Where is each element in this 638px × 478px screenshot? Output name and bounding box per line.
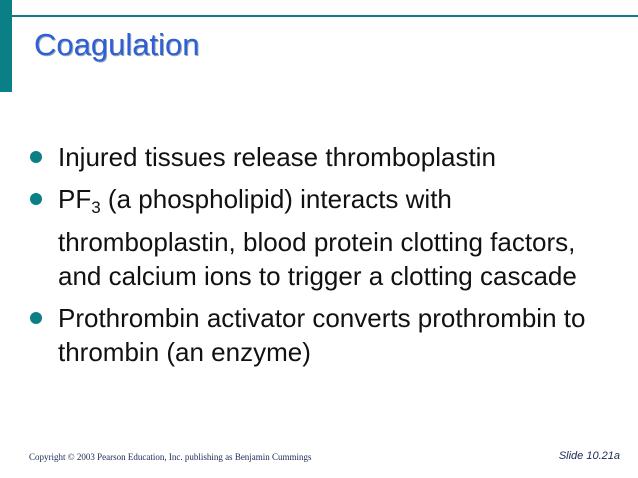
bullet-item bbox=[26, 182, 616, 293]
bullet-item bbox=[26, 140, 616, 174]
bullet-text-subscript: 3 bbox=[91, 198, 101, 217]
bullet-item bbox=[26, 301, 616, 369]
bullet-dot-icon bbox=[30, 312, 42, 324]
bullet-dot-icon bbox=[30, 151, 42, 163]
bullet-dot-icon bbox=[30, 193, 42, 205]
bullet-list bbox=[26, 140, 616, 377]
accent-left-bar bbox=[0, 0, 12, 92]
bullet-text: (a phospholipid) interacts with thromboplastin, blood protein clotting factors, and calcium ions to trigger a clotting cascade bbox=[58, 184, 577, 291]
bullet-text: Prothrombin activator converts prothrombin to thrombin (an enzyme) bbox=[58, 303, 586, 367]
header-rule bbox=[0, 15, 638, 17]
copyright-footer: Copyright © 2003 Pearson Education, Inc. publishing as Benjamin Cummings bbox=[29, 452, 312, 462]
slide-number: Slide 10.21a bbox=[558, 450, 620, 462]
bullet-text-prefix: PF bbox=[58, 184, 92, 214]
slide-title: Coagulation bbox=[34, 27, 200, 62]
bullet-text: Injured tissues release thromboplastin bbox=[58, 142, 496, 172]
